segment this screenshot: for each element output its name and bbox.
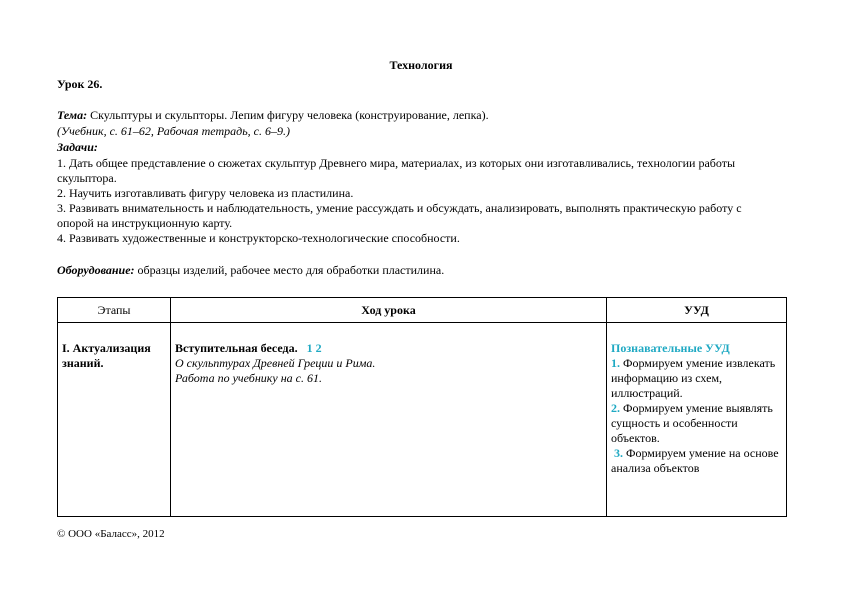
- header-uud: УУД: [607, 298, 787, 323]
- stage-cell: [58, 323, 171, 517]
- table-header-row: [58, 298, 787, 323]
- uud-cell: [607, 323, 787, 517]
- lesson-plan-table: [57, 297, 787, 517]
- uud-item: [611, 401, 782, 446]
- tasks-heading: Задачи:: [57, 140, 98, 154]
- equipment-label: Оборудование:: [57, 263, 135, 277]
- intro-label: Вступительная беседа.: [175, 341, 298, 355]
- uud-text: Формируем умение выявлять сущность и особенности объектов.: [611, 401, 773, 445]
- uud-number: 3.: [614, 446, 623, 460]
- equipment: [57, 263, 757, 278]
- copyright-footer: © ООО «Баласс», 2012: [57, 528, 165, 540]
- equipment-text: образцы изделий, рабочее место для обработки пластилина.: [134, 263, 445, 277]
- uud-text: Формируем умение извлекать информацию из схем, иллюстраций.: [611, 356, 776, 400]
- header-stages: Этапы: [58, 298, 171, 323]
- topic-label: Тема:: [57, 108, 88, 122]
- lesson-flow-cell: [171, 323, 607, 517]
- uud-number: 1.: [611, 356, 620, 370]
- uud-item: [611, 446, 782, 476]
- document-subject: Технология: [389, 58, 453, 72]
- task-item: 2. Научить изготавливать фигуру человека из пластилина.: [57, 186, 354, 200]
- lesson-number: Урок 26.: [57, 77, 103, 91]
- flow-line: О скульптурах Древней Греции и Рима.: [175, 356, 376, 370]
- uud-item: [611, 356, 782, 401]
- uud-text: Формируем умение на основе анализа объектов: [611, 446, 779, 475]
- task-item: 4. Развивать художественные и конструкторско-технологические способности.: [57, 231, 460, 245]
- topic-source: (Учебник, с. 61–62, Рабочая тетрадь, с. 6–9.): [57, 124, 290, 138]
- uud-number: 2.: [611, 401, 620, 415]
- tasks-list: [57, 156, 747, 246]
- topic: [57, 108, 757, 123]
- flow-line: Работа по учебнику на с. 61.: [175, 371, 322, 385]
- table-row: [58, 323, 787, 517]
- task-item: 3. Развивать внимательность и наблюдательность, умение рассуждать и обсуждать, анализировать, выполнять практическую работу с опорой на инструкционную карту.: [57, 201, 742, 230]
- topic-text: Скульптуры и скульпторы. Лепим фигуру человека (конструирование, лепка).: [87, 108, 489, 122]
- task-item: 1. Дать общее представление о сюжетах скульптур Древнего мира, материалах, из которых они изготавливались, технологии работы скульптора.: [57, 156, 736, 185]
- slide-numbers: 1 2: [306, 341, 322, 355]
- stage-name: I. Актуализация знаний.: [62, 341, 151, 370]
- uud-title: Познавательные УУД: [611, 341, 730, 355]
- header-lesson-flow: Ход урока: [171, 298, 607, 323]
